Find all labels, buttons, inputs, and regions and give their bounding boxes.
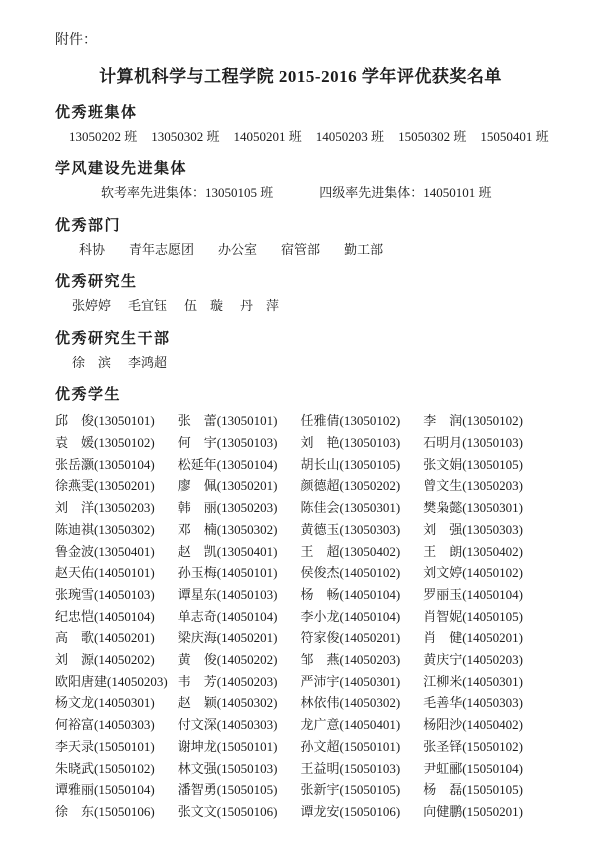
student-entry <box>423 432 546 454</box>
student-id: ( 14050201 ) <box>462 630 523 645</box>
student-name: 赵天佑 <box>55 565 95 581</box>
student-id: ( 14050104 ) <box>340 609 401 624</box>
student-name: 徐 东 <box>55 803 95 819</box>
student-entry <box>55 584 178 606</box>
student-entry <box>301 758 424 780</box>
student-name: 石明月 <box>423 435 463 451</box>
student-id: ( 13050203 ) <box>94 500 155 515</box>
student-id: ( 15050106 ) <box>340 804 401 819</box>
student-id: ( 15050103 ) <box>340 761 401 776</box>
student-name: 邱 俊 <box>55 413 95 429</box>
student-id: ( 14050103 ) <box>217 587 278 602</box>
study-style-item: 软考率先进集体：13050105 班 <box>101 185 274 201</box>
student-entry <box>301 410 424 432</box>
student-name: 何裕富 <box>55 717 95 733</box>
student-id: ( 15050105 ) <box>217 782 278 797</box>
grad-student-name: 丹 萍 <box>240 298 280 314</box>
student-id: ( 14050105 ) <box>462 609 523 624</box>
student-id: ( 13050201 ) <box>94 478 155 493</box>
grad-student-name: 伍 璇 <box>184 298 224 314</box>
class-item: 15050302 班 <box>398 128 467 144</box>
student-entry <box>55 779 178 801</box>
student-name: 任雅倩 <box>300 413 340 429</box>
student-id: ( 15050104 ) <box>462 761 523 776</box>
grad-student-name: 张婷婷 <box>72 298 112 314</box>
student-name: 黄庆宁 <box>423 652 463 668</box>
student-entry <box>301 584 424 606</box>
student-entry <box>55 541 178 563</box>
student-name: 王 超 <box>300 543 340 559</box>
student-entry <box>423 584 546 606</box>
student-name: 邹 燕 <box>300 652 340 668</box>
student-entry <box>178 584 301 606</box>
student-id: ( 15050101 ) <box>340 739 401 754</box>
student-entry <box>55 432 178 454</box>
student-name: 侯俊杰 <box>300 565 340 581</box>
student-name: 松延年 <box>177 456 217 472</box>
student-name: 刘文婷 <box>423 565 463 581</box>
student-name: 付文深 <box>177 717 217 733</box>
student-name: 谭雅丽 <box>55 782 95 798</box>
student-entry <box>55 692 178 714</box>
student-name: 韦 芳 <box>177 673 217 689</box>
student-id: ( 14050302 ) <box>340 695 401 710</box>
department-item: 科协 <box>79 241 106 257</box>
student-entry <box>423 410 546 432</box>
student-entry <box>178 801 301 823</box>
student-entry <box>178 779 301 801</box>
student-id: ( 15050105 ) <box>340 782 401 797</box>
student-name: 李 润 <box>423 413 463 429</box>
class-item: 13050302 班 <box>151 128 220 144</box>
student-entry <box>55 519 178 541</box>
student-id: ( 14050104 ) <box>217 609 278 624</box>
student-id: ( 15050105 ) <box>462 782 523 797</box>
student-name: 陈佳会 <box>300 500 340 516</box>
student-name: 赵 颖 <box>177 695 217 711</box>
student-entry <box>301 541 424 563</box>
student-entry <box>178 714 301 736</box>
student-name: 袁 媛 <box>55 435 95 451</box>
student-entry <box>178 562 301 584</box>
student-id: ( 14050102 ) <box>462 565 523 580</box>
student-id: ( 14050303 ) <box>217 717 278 732</box>
student-name: 潘智勇 <box>177 782 217 798</box>
student-entry <box>55 475 178 497</box>
student-id: ( 15050104 ) <box>94 782 155 797</box>
study-style-item: 四级率先进集体：14050101 班 <box>319 185 492 201</box>
student-id: ( 13050101 ) <box>217 413 278 428</box>
student-entry <box>301 671 424 693</box>
student-entry <box>55 410 178 432</box>
student-name: 刘 艳 <box>300 435 340 451</box>
student-id: ( 13050103 ) <box>462 435 523 450</box>
student-name: 杨 畅 <box>300 586 340 602</box>
student-id: ( 13050401 ) <box>217 544 278 559</box>
student-name: 严沛宇 <box>300 673 340 689</box>
student-id: ( 14050202 ) <box>217 652 278 667</box>
heading-grad-cadres: 优秀研究生干部 <box>55 330 171 347</box>
student-name: 龙广意 <box>300 717 340 733</box>
student-id: ( 13050104 ) <box>217 457 278 472</box>
department-item: 办公室 <box>218 241 258 257</box>
student-id: ( 15050102 ) <box>462 739 523 754</box>
student-entry <box>301 562 424 584</box>
student-name: 赵 凯 <box>177 543 217 559</box>
student-entry <box>178 692 301 714</box>
student-name: 鲁金波 <box>55 543 95 559</box>
student-name: 杨 磊 <box>423 782 463 798</box>
student-id: ( 14050302 ) <box>217 695 278 710</box>
student-id: ( 13050402 ) <box>462 544 523 559</box>
student-id: ( 13050401 ) <box>94 544 155 559</box>
student-name: 李小龙 <box>300 608 340 624</box>
student-name: 毛善华 <box>423 695 463 711</box>
student-entry <box>178 475 301 497</box>
student-id: ( 14050201 ) <box>340 630 401 645</box>
student-entry <box>55 758 178 780</box>
heading-departments: 优秀部门 <box>55 217 122 234</box>
student-name: 张圣铎 <box>423 738 463 754</box>
student-id: ( 13050102 ) <box>462 413 523 428</box>
class-item: 13050202 班 <box>69 128 138 144</box>
student-name: 杨文龙 <box>55 695 95 711</box>
student-entry <box>55 562 178 584</box>
student-id: ( 14050104 ) <box>94 609 155 624</box>
student-id: ( 13050203 ) <box>462 478 523 493</box>
student-name: 李天录 <box>55 738 95 754</box>
student-id: ( 14050303 ) <box>94 717 155 732</box>
heading-grad-students: 优秀研究生 <box>55 274 138 291</box>
student-entry <box>55 736 178 758</box>
student-id: ( 14050301 ) <box>462 674 523 689</box>
student-entry <box>178 497 301 519</box>
student-entry <box>301 714 424 736</box>
class-item: 14050201 班 <box>233 128 302 144</box>
student-id: ( 14050303 ) <box>462 695 523 710</box>
student-name: 张文文 <box>177 803 217 819</box>
student-entry <box>178 736 301 758</box>
heading-excellent-classes: 优秀班集体 <box>55 104 138 121</box>
grad-student-name: 毛宜钰 <box>128 298 168 314</box>
student-id: ( 15050106 ) <box>217 804 278 819</box>
student-name: 谭龙安 <box>300 803 340 819</box>
student-name: 张岳灏 <box>55 456 95 472</box>
student-entry <box>55 714 178 736</box>
student-id: ( 13050102 ) <box>340 413 401 428</box>
student-entry <box>301 801 424 823</box>
student-entry <box>423 606 546 628</box>
student-id: ( 13050102 ) <box>94 435 155 450</box>
department-item: 勤工部 <box>344 241 384 257</box>
student-name: 江柳米 <box>423 673 463 689</box>
student-name: 颜德超 <box>300 478 340 494</box>
student-entry <box>423 627 546 649</box>
student-name: 肖 健 <box>423 630 463 646</box>
student-entry <box>178 454 301 476</box>
student-entry <box>178 410 301 432</box>
student-name: 王益明 <box>300 760 340 776</box>
student-entry <box>423 671 546 693</box>
student-id: ( 14050402 ) <box>462 717 523 732</box>
student-name: 张琬雪 <box>55 586 95 602</box>
departments-list <box>55 240 546 260</box>
student-id: ( 13050303 ) <box>340 522 401 537</box>
student-id: ( 15050201 ) <box>462 804 523 819</box>
student-id: ( 15050101 ) <box>94 739 155 754</box>
student-name: 高 歌 <box>55 630 95 646</box>
student-id: ( 13050201 ) <box>217 478 278 493</box>
student-entry <box>423 801 546 823</box>
student-entry <box>55 497 178 519</box>
student-id: ( 13050402 ) <box>340 544 401 559</box>
student-id: ( 14050104 ) <box>462 587 523 602</box>
student-name: 向健鹏 <box>423 803 463 819</box>
heading-excellent-students: 优秀学生 <box>55 387 122 404</box>
student-id: ( 14050103 ) <box>94 587 155 602</box>
student-name: 尹虹郦 <box>423 760 463 776</box>
student-entry <box>423 519 546 541</box>
student-name: 廖 佩 <box>177 478 217 494</box>
student-id: ( 13050104 ) <box>94 457 155 472</box>
excellent-classes-list <box>55 127 549 147</box>
student-entry <box>423 562 546 584</box>
student-name: 陈迪祺 <box>55 521 95 537</box>
student-name: 梁庆海 <box>177 630 217 646</box>
student-entry <box>423 779 546 801</box>
student-entry <box>55 454 178 476</box>
student-entry <box>178 671 301 693</box>
study-style-list <box>55 183 546 203</box>
grad-cadres-list <box>55 353 546 373</box>
student-id: ( 14050102 ) <box>340 565 401 580</box>
student-entry <box>301 432 424 454</box>
student-name: 王 朗 <box>423 543 463 559</box>
student-entry <box>423 454 546 476</box>
student-entry <box>178 649 301 671</box>
student-name: 纪忠恺 <box>55 608 95 624</box>
student-name: 刘 洋 <box>55 500 95 516</box>
student-name: 韩 丽 <box>177 500 217 516</box>
student-id: ( 13050103 ) <box>340 435 401 450</box>
student-entry <box>423 714 546 736</box>
student-id: ( 13050101 ) <box>94 413 155 428</box>
student-id: ( 13050103 ) <box>217 435 278 450</box>
student-entry <box>178 541 301 563</box>
student-name: 何 宇 <box>177 435 217 451</box>
student-name: 罗丽玉 <box>423 586 463 602</box>
student-entry <box>178 432 301 454</box>
student-name: 徐燕雯 <box>55 478 95 494</box>
student-id: ( 15050103 ) <box>217 761 278 776</box>
student-entry <box>55 801 178 823</box>
student-entry <box>301 454 424 476</box>
student-entry <box>301 606 424 628</box>
student-id: ( 15050101 ) <box>217 739 278 754</box>
student-entry <box>301 519 424 541</box>
student-name: 胡长山 <box>300 456 340 472</box>
student-name: 朱晓武 <box>55 760 95 776</box>
student-entry <box>178 606 301 628</box>
student-id: ( 14050202 ) <box>94 652 155 667</box>
student-entry <box>301 475 424 497</box>
student-name: 林文强 <box>177 760 217 776</box>
student-id: ( 14050201 ) <box>94 630 155 645</box>
student-id: ( 14050203 ) <box>107 674 168 689</box>
student-entry <box>423 649 546 671</box>
page-title: 计算机科学与工程学院 2015-2016 学年评优获奖名单 <box>99 67 502 87</box>
student-name: 符家俊 <box>300 630 340 646</box>
student-entry <box>301 497 424 519</box>
student-entry <box>423 541 546 563</box>
student-id: ( 13050202 ) <box>340 478 401 493</box>
class-item: 15050401 班 <box>480 128 549 144</box>
student-name: 刘 源 <box>55 652 95 668</box>
student-id: ( 13050301 ) <box>462 500 523 515</box>
department-item: 青年志愿团 <box>129 241 195 257</box>
student-entry <box>55 671 178 693</box>
student-name: 谭星东 <box>177 586 217 602</box>
student-id: ( 14050104 ) <box>340 587 401 602</box>
grad-cadre-name: 徐 滨 <box>72 354 112 370</box>
student-entry <box>423 497 546 519</box>
student-id: ( 13050302 ) <box>217 522 278 537</box>
grad-students-list <box>55 296 546 316</box>
student-id: ( 13050105 ) <box>340 457 401 472</box>
student-id: ( 14050101 ) <box>217 565 278 580</box>
student-name: 张文娟 <box>423 456 463 472</box>
student-name: 单志奇 <box>177 608 217 624</box>
student-id: ( 15050102 ) <box>94 761 155 776</box>
student-entry <box>423 758 546 780</box>
student-name: 樊枭懿 <box>423 500 463 516</box>
student-name: 孙文超 <box>300 738 340 754</box>
student-entry <box>178 519 301 541</box>
heading-study-style: 学风建设先进集体 <box>55 161 188 178</box>
student-entry <box>178 758 301 780</box>
student-id: ( 14050101 ) <box>94 565 155 580</box>
student-id: ( 13050203 ) <box>217 500 278 515</box>
student-entry <box>423 692 546 714</box>
student-id: ( 14050301 ) <box>340 674 401 689</box>
student-name: 黄德玉 <box>300 521 340 537</box>
department-item: 宿管部 <box>281 241 321 257</box>
students-grid <box>55 410 546 822</box>
student-entry <box>55 649 178 671</box>
student-name: 肖智妮 <box>423 608 463 624</box>
student-name: 邓 楠 <box>177 521 217 537</box>
student-entry <box>423 736 546 758</box>
student-name: 黄 俊 <box>177 652 217 668</box>
student-name: 孙玉梅 <box>177 565 217 581</box>
student-id: ( 13050303 ) <box>462 522 523 537</box>
student-id: ( 14050301 ) <box>94 695 155 710</box>
student-name: 杨阳沙 <box>423 717 463 733</box>
student-id: ( 15050106 ) <box>94 804 155 819</box>
student-id: ( 14050203 ) <box>217 674 278 689</box>
student-entry <box>178 627 301 649</box>
student-entry <box>301 692 424 714</box>
student-id: ( 13050105 ) <box>462 457 523 472</box>
student-id: ( 13050302 ) <box>94 522 155 537</box>
student-entry <box>55 606 178 628</box>
student-name: 林依伟 <box>300 695 340 711</box>
student-name: 曾文生 <box>423 478 463 494</box>
student-entry <box>301 627 424 649</box>
grad-cadre-name: 李鸿超 <box>128 354 168 370</box>
class-item: 14050203 班 <box>315 128 385 144</box>
attachment-label: 附件： <box>55 33 97 48</box>
student-id: ( 14050201 ) <box>217 630 278 645</box>
student-entry <box>423 475 546 497</box>
student-name: 张新宇 <box>300 782 340 798</box>
student-id: ( 14050203 ) <box>340 652 401 667</box>
student-entry <box>301 649 424 671</box>
student-name: 谢坤龙 <box>177 738 217 754</box>
student-id: ( 13050301 ) <box>340 500 401 515</box>
student-name: 刘 强 <box>423 521 463 537</box>
student-name: 张 蕾 <box>177 413 217 429</box>
student-name: 欧阳唐建 <box>55 673 108 689</box>
student-id: ( 14050401 ) <box>340 717 401 732</box>
student-id: ( 14050203 ) <box>462 652 523 667</box>
student-entry <box>301 736 424 758</box>
student-entry <box>301 779 424 801</box>
student-entry <box>55 627 178 649</box>
